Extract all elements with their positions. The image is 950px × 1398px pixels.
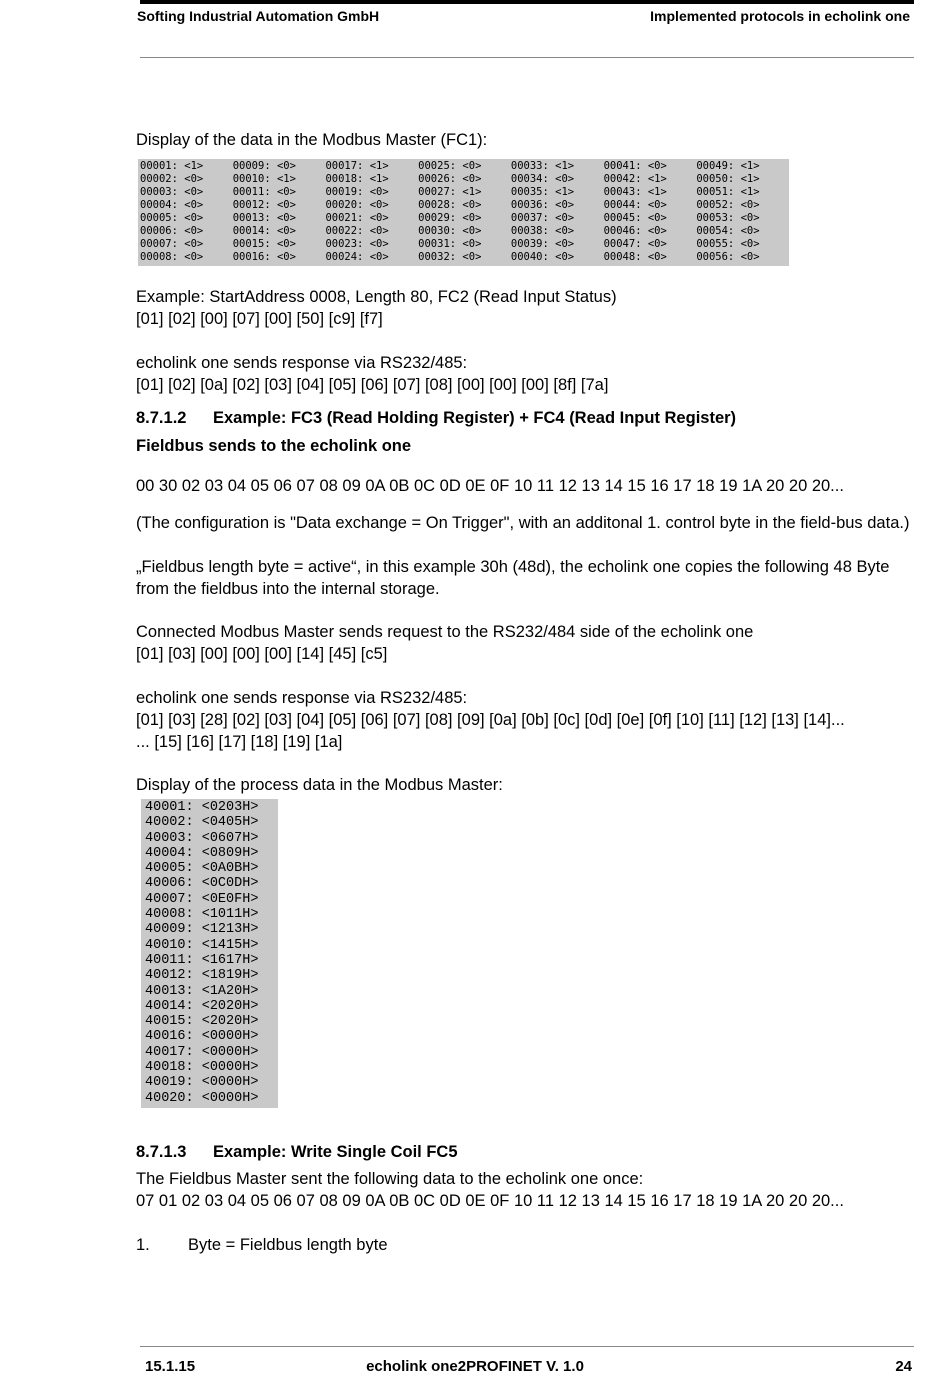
coil-column bbox=[140, 159, 233, 266]
register-row bbox=[145, 846, 278, 861]
coil-row bbox=[233, 238, 326, 251]
coil-address: 00011: bbox=[232, 186, 271, 198]
coil-value: <0> bbox=[555, 225, 575, 237]
register-address: 40020: bbox=[145, 1090, 194, 1106]
coil-address: 00035: bbox=[510, 186, 549, 198]
section-title: Example: Write Single Coil FC5 bbox=[213, 1143, 458, 1161]
list-item-number: 1. bbox=[136, 1236, 150, 1254]
register-row bbox=[145, 1060, 278, 1075]
coil-address: 00009: bbox=[232, 160, 271, 172]
coil-address: 00015: bbox=[232, 238, 271, 250]
footer-rule bbox=[140, 1346, 914, 1347]
register-value: <1617H> bbox=[201, 952, 259, 968]
coil-value: <1> bbox=[647, 173, 667, 185]
register-address: 40011: bbox=[145, 952, 194, 968]
coil-row bbox=[140, 186, 233, 199]
coil-address: 00033: bbox=[510, 160, 549, 172]
footer-page-number: 24 bbox=[895, 1358, 912, 1375]
coil-address: 00024: bbox=[325, 251, 364, 263]
register-row bbox=[145, 892, 278, 907]
register-address: 40006: bbox=[145, 876, 194, 892]
coil-row bbox=[696, 225, 789, 238]
coil-value: <0> bbox=[184, 199, 204, 211]
coil-row bbox=[233, 186, 326, 199]
coil-row bbox=[233, 160, 326, 173]
list-item bbox=[136, 1234, 914, 1256]
coil-row bbox=[604, 199, 697, 212]
coil-value: <0> bbox=[555, 212, 575, 224]
coil-address: 00055: bbox=[696, 238, 735, 250]
coil-row bbox=[511, 160, 604, 173]
coil-column bbox=[418, 159, 511, 266]
coil-value: <1> bbox=[184, 160, 204, 172]
coil-row bbox=[325, 173, 418, 186]
register-value: <0A0BH> bbox=[201, 861, 259, 877]
coil-address: 00006: bbox=[140, 225, 178, 237]
coil-value: <0> bbox=[276, 199, 296, 211]
coil-row bbox=[696, 186, 789, 199]
register-value: <2020H> bbox=[201, 998, 259, 1014]
coil-value: <0> bbox=[462, 173, 482, 185]
register-row bbox=[145, 815, 278, 830]
coil-address: 00046: bbox=[603, 225, 642, 237]
coil-value: <0> bbox=[184, 186, 204, 198]
coil-row bbox=[140, 173, 233, 186]
coil-row bbox=[233, 251, 326, 264]
coil-value: <1> bbox=[740, 173, 760, 185]
register-row bbox=[145, 831, 278, 846]
fc2-response-bytes: [01] [02] [0a] [02] [03] [04] [05] [06] [07] [08] [00] [00] [00] [8f] [7a] bbox=[136, 376, 609, 394]
coil-value: <0> bbox=[462, 160, 482, 172]
coil-row bbox=[418, 173, 511, 186]
coil-row bbox=[325, 186, 418, 199]
coil-address: 00025: bbox=[418, 160, 457, 172]
register-row bbox=[145, 800, 278, 815]
coil-value: <0> bbox=[276, 212, 296, 224]
register-row bbox=[145, 861, 278, 876]
register-address: 40009: bbox=[145, 922, 194, 938]
coil-row bbox=[604, 251, 697, 264]
register-value: <0000H> bbox=[201, 1060, 259, 1076]
coil-address: 00022: bbox=[325, 225, 364, 237]
header-company: Softing Industrial Automation GmbH bbox=[137, 8, 380, 24]
register-value: <0E0FH> bbox=[201, 891, 259, 907]
coil-address: 00048: bbox=[603, 251, 642, 263]
coil-value: <1> bbox=[647, 186, 667, 198]
coil-value: <0> bbox=[276, 238, 296, 250]
register-address: 40016: bbox=[145, 1029, 194, 1045]
register-value: <0C0DH> bbox=[201, 876, 259, 892]
coil-value: <0> bbox=[369, 212, 389, 224]
process-caption: Display of the process data in the Modbus Master: bbox=[136, 776, 503, 794]
coil-address: 00044: bbox=[603, 199, 642, 211]
register-value: <1415H> bbox=[201, 937, 259, 953]
footer-date: 15.1.15 bbox=[145, 1358, 196, 1375]
register-row bbox=[145, 984, 278, 999]
coil-value: <0> bbox=[276, 225, 296, 237]
length-note: „Fieldbus length byte = active“, in this example 30h (48d), the echolink one copies the following 48 Byte from the fieldbus into the internal storage. bbox=[136, 558, 890, 598]
coil-value: <0> bbox=[740, 251, 760, 263]
register-address: 40010: bbox=[145, 937, 194, 953]
coil-column bbox=[325, 159, 418, 266]
coil-address: 00039: bbox=[510, 238, 549, 250]
coil-row bbox=[140, 160, 233, 173]
coil-row bbox=[418, 212, 511, 225]
coil-row bbox=[325, 251, 418, 264]
coil-status-display bbox=[138, 159, 789, 266]
register-address: 40005: bbox=[145, 861, 194, 877]
coil-address: 00007: bbox=[140, 238, 178, 250]
coil-row bbox=[140, 199, 233, 212]
coil-row bbox=[418, 199, 511, 212]
coil-address: 00036: bbox=[510, 199, 549, 211]
coil-address: 00020: bbox=[325, 199, 364, 211]
coil-address: 00005: bbox=[140, 212, 178, 224]
register-value: <0607H> bbox=[201, 830, 259, 846]
coil-value: <0> bbox=[462, 225, 482, 237]
coil-row bbox=[140, 251, 233, 264]
coil-column bbox=[696, 159, 789, 266]
coil-value: <0> bbox=[555, 251, 575, 263]
coil-row bbox=[604, 160, 697, 173]
register-row bbox=[145, 938, 278, 953]
coil-address: 00016: bbox=[232, 251, 271, 263]
register-value: <1213H> bbox=[201, 922, 259, 938]
coil-address: 00042: bbox=[603, 173, 642, 185]
coil-address: 00010: bbox=[232, 173, 271, 185]
coil-row bbox=[233, 199, 326, 212]
coil-address: 00038: bbox=[510, 225, 549, 237]
register-value: <1819H> bbox=[201, 968, 259, 984]
register-row bbox=[145, 907, 278, 922]
register-row bbox=[145, 1014, 278, 1029]
coil-row bbox=[511, 238, 604, 251]
coil-value: <0> bbox=[369, 199, 389, 211]
response-bytes-line2: ... [15] [16] [17] [18] [19] [1a] bbox=[136, 733, 343, 751]
coil-address: 00037: bbox=[510, 212, 549, 224]
coil-row bbox=[604, 173, 697, 186]
coil-address: 00030: bbox=[418, 225, 457, 237]
section-number: 8.7.1.2 bbox=[136, 409, 187, 427]
section-heading-8712 bbox=[136, 407, 914, 429]
register-value: <0000H> bbox=[201, 1044, 259, 1060]
coil-value: <0> bbox=[462, 251, 482, 263]
coil-value: <0> bbox=[276, 160, 296, 172]
coil-row bbox=[696, 173, 789, 186]
register-row bbox=[145, 953, 278, 968]
coil-address: 00002: bbox=[140, 173, 178, 185]
coil-row bbox=[696, 251, 789, 264]
coil-value: <0> bbox=[555, 238, 575, 250]
coil-address: 00043: bbox=[603, 186, 642, 198]
coil-row bbox=[233, 225, 326, 238]
register-address: 40017: bbox=[145, 1044, 194, 1060]
list-item-text: Byte = Fieldbus length byte bbox=[188, 1236, 388, 1254]
coil-address: 00049: bbox=[696, 160, 735, 172]
coil-row bbox=[511, 186, 604, 199]
coil-address: 00032: bbox=[418, 251, 457, 263]
coil-value: <1> bbox=[276, 173, 296, 185]
coil-row bbox=[325, 225, 418, 238]
coil-address: 00029: bbox=[418, 212, 457, 224]
register-address: 40015: bbox=[145, 1014, 194, 1030]
fc2-request-bytes: [01] [02] [00] [07] [00] [50] [c9] [f7] bbox=[136, 310, 383, 328]
section-number: 8.7.1.3 bbox=[136, 1143, 187, 1161]
coil-value: <1> bbox=[555, 186, 575, 198]
coil-row bbox=[511, 212, 604, 225]
coil-value: <0> bbox=[647, 225, 667, 237]
response-bytes-line1: [01] [03] [28] [02] [03] [04] [05] [06] [07] [08] [09] [0a] [0b] [0c] [0d] [0e] [0f] [10] [11] [12] [13] [14]... bbox=[136, 711, 845, 729]
coil-address: 00008: bbox=[140, 251, 178, 263]
coil-value: <1> bbox=[462, 186, 482, 198]
register-address: 40008: bbox=[145, 907, 194, 923]
coil-value: <0> bbox=[369, 251, 389, 263]
register-address: 40014: bbox=[145, 998, 194, 1014]
register-address: 40002: bbox=[145, 815, 194, 831]
coil-address: 00026: bbox=[418, 173, 457, 185]
coil-row bbox=[418, 186, 511, 199]
coil-value: <0> bbox=[184, 225, 204, 237]
coil-value: <0> bbox=[369, 225, 389, 237]
section-title: Example: FC3 (Read Holding Register) + FC4 (Read Input Register) bbox=[213, 409, 737, 427]
coil-column bbox=[604, 159, 697, 266]
coil-address: 00041: bbox=[603, 160, 642, 172]
register-row bbox=[145, 1075, 278, 1090]
coil-row bbox=[511, 199, 604, 212]
register-row bbox=[145, 922, 278, 937]
coil-row bbox=[418, 238, 511, 251]
register-value: <1A20H> bbox=[201, 983, 259, 999]
coil-address: 00021: bbox=[325, 212, 364, 224]
coil-row bbox=[418, 160, 511, 173]
fc2-example-line: Example: StartAddress 0008, Length 80, FC2 (Read Input Status) bbox=[136, 288, 617, 306]
fc2-response-intro: echolink one sends response via RS232/485: bbox=[136, 354, 468, 372]
coil-row bbox=[418, 225, 511, 238]
coil-row bbox=[140, 238, 233, 251]
coil-row bbox=[511, 173, 604, 186]
register-row bbox=[145, 876, 278, 891]
coil-address: 00017: bbox=[325, 160, 364, 172]
coil-row bbox=[604, 212, 697, 225]
coil-address: 00019: bbox=[325, 186, 364, 198]
coil-value: <0> bbox=[276, 186, 296, 198]
coil-address: 00018: bbox=[325, 173, 364, 185]
coil-value: <0> bbox=[462, 212, 482, 224]
section-heading-8713 bbox=[136, 1141, 914, 1163]
coil-row bbox=[696, 199, 789, 212]
coil-row bbox=[325, 238, 418, 251]
fc5-bytes: 07 01 02 03 04 05 06 07 08 09 0A 0B 0C 0D 0E 0F 10 11 12 13 14 15 16 17 18 19 1A 20 20 20... bbox=[136, 1192, 844, 1210]
coil-address: 00004: bbox=[140, 199, 178, 211]
register-address: 40004: bbox=[145, 845, 194, 861]
register-row bbox=[145, 1045, 278, 1060]
coil-value: <1> bbox=[369, 173, 389, 185]
request-bytes: [01] [03] [00] [00] [00] [14] [45] [c5] bbox=[136, 645, 388, 663]
coil-value: <0> bbox=[647, 251, 667, 263]
fc5-intro: The Fieldbus Master sent the following data to the echolink one once: bbox=[136, 1170, 644, 1188]
coil-row bbox=[604, 186, 697, 199]
register-value: <0000H> bbox=[201, 1090, 259, 1106]
coil-row bbox=[233, 173, 326, 186]
register-address: 40019: bbox=[145, 1075, 194, 1091]
coil-address: 00040: bbox=[510, 251, 549, 263]
coil-row bbox=[325, 160, 418, 173]
coil-value: <1> bbox=[555, 160, 575, 172]
coil-value: <0> bbox=[184, 212, 204, 224]
coil-row bbox=[140, 212, 233, 225]
coil-address: 00023: bbox=[325, 238, 364, 250]
coil-row bbox=[325, 199, 418, 212]
register-value: <2020H> bbox=[201, 1014, 259, 1030]
coil-value: <1> bbox=[740, 186, 760, 198]
coil-value: <1> bbox=[369, 160, 389, 172]
header-chapter: Implemented protocols in echolink one bbox=[650, 8, 910, 24]
coil-address: 00031: bbox=[418, 238, 457, 250]
coil-address: 00051: bbox=[696, 186, 735, 198]
register-display bbox=[141, 799, 278, 1108]
header-rule bbox=[140, 57, 914, 58]
register-row bbox=[145, 1091, 278, 1106]
coil-value: <0> bbox=[369, 238, 389, 250]
register-value: <1011H> bbox=[201, 907, 259, 923]
header-bar bbox=[140, 0, 914, 4]
coil-address: 00047: bbox=[603, 238, 642, 250]
coil-value: <0> bbox=[462, 238, 482, 250]
config-note: (The configuration is "Data exchange = On Trigger", with an additonal 1. control byte in the field-bus data.) bbox=[136, 514, 910, 532]
register-address: 40007: bbox=[145, 891, 194, 907]
coil-column bbox=[511, 159, 604, 266]
coil-value: <0> bbox=[555, 199, 575, 211]
coil-row bbox=[140, 225, 233, 238]
coil-address: 00054: bbox=[696, 225, 735, 237]
coil-value: <0> bbox=[740, 199, 760, 211]
coil-value: <0> bbox=[555, 173, 575, 185]
coil-address: 00013: bbox=[232, 212, 271, 224]
coil-value: <0> bbox=[184, 238, 204, 250]
coil-row bbox=[604, 238, 697, 251]
register-address: 40003: bbox=[145, 830, 194, 846]
coil-value: <0> bbox=[184, 173, 204, 185]
coil-row bbox=[696, 212, 789, 225]
coil-row bbox=[696, 238, 789, 251]
coil-address: 00053: bbox=[696, 212, 735, 224]
coil-value: <0> bbox=[276, 251, 296, 263]
coil-value: <0> bbox=[740, 225, 760, 237]
coil-address: 00001: bbox=[140, 160, 178, 172]
coil-address: 00014: bbox=[232, 225, 271, 237]
coil-row bbox=[325, 212, 418, 225]
register-value: <0000H> bbox=[201, 1029, 259, 1045]
coil-value: <0> bbox=[462, 199, 482, 211]
coil-row bbox=[604, 225, 697, 238]
register-value: <0809H> bbox=[201, 845, 259, 861]
register-address: 40001: bbox=[145, 800, 194, 815]
coil-value: <0> bbox=[647, 212, 667, 224]
coil-row bbox=[511, 225, 604, 238]
section-subtitle: Fieldbus sends to the echolink one bbox=[136, 437, 412, 455]
register-value: <0405H> bbox=[201, 815, 259, 831]
coil-row bbox=[233, 212, 326, 225]
coil-column bbox=[233, 159, 326, 266]
coil-value: <0> bbox=[647, 238, 667, 250]
coil-value: <0> bbox=[647, 199, 667, 211]
coil-address: 00050: bbox=[696, 173, 735, 185]
register-address: 40012: bbox=[145, 968, 194, 984]
fieldbus-bytes: 00 30 02 03 04 05 06 07 08 09 0A 0B 0C 0D 0E 0F 10 11 12 13 14 15 16 17 18 19 1A 20 20 20... bbox=[136, 477, 844, 495]
register-row bbox=[145, 968, 278, 983]
coil-value: <0> bbox=[647, 160, 667, 172]
coil-address: 00028: bbox=[418, 199, 457, 211]
coil-row bbox=[418, 251, 511, 264]
request-intro: Connected Modbus Master sends request to the RS232/484 side of the echolink one bbox=[136, 623, 754, 641]
coil-address: 00056: bbox=[696, 251, 735, 263]
register-value: <0203H> bbox=[201, 800, 259, 815]
coil-address: 00003: bbox=[140, 186, 178, 198]
coil-address: 00052: bbox=[696, 199, 735, 211]
coil-address: 00012: bbox=[232, 199, 271, 211]
coil-row bbox=[511, 251, 604, 264]
coil-address: 00027: bbox=[418, 186, 457, 198]
fc1-caption: Display of the data in the Modbus Master (FC1): bbox=[136, 131, 488, 149]
coil-value: <0> bbox=[184, 251, 204, 263]
register-value: <0000H> bbox=[201, 1075, 259, 1091]
register-address: 40018: bbox=[145, 1060, 194, 1076]
coil-value: <0> bbox=[740, 212, 760, 224]
footer-title: echolink one2PROFINET V. 1.0 bbox=[366, 1358, 584, 1375]
register-row bbox=[145, 1029, 278, 1044]
coil-value: <0> bbox=[369, 186, 389, 198]
register-address: 40013: bbox=[145, 983, 194, 999]
response-intro: echolink one sends response via RS232/485: bbox=[136, 689, 468, 707]
coil-row bbox=[696, 160, 789, 173]
coil-address: 00045: bbox=[603, 212, 642, 224]
coil-value: <0> bbox=[740, 238, 760, 250]
coil-address: 00034: bbox=[510, 173, 549, 185]
coil-value: <1> bbox=[740, 160, 760, 172]
register-row bbox=[145, 999, 278, 1014]
